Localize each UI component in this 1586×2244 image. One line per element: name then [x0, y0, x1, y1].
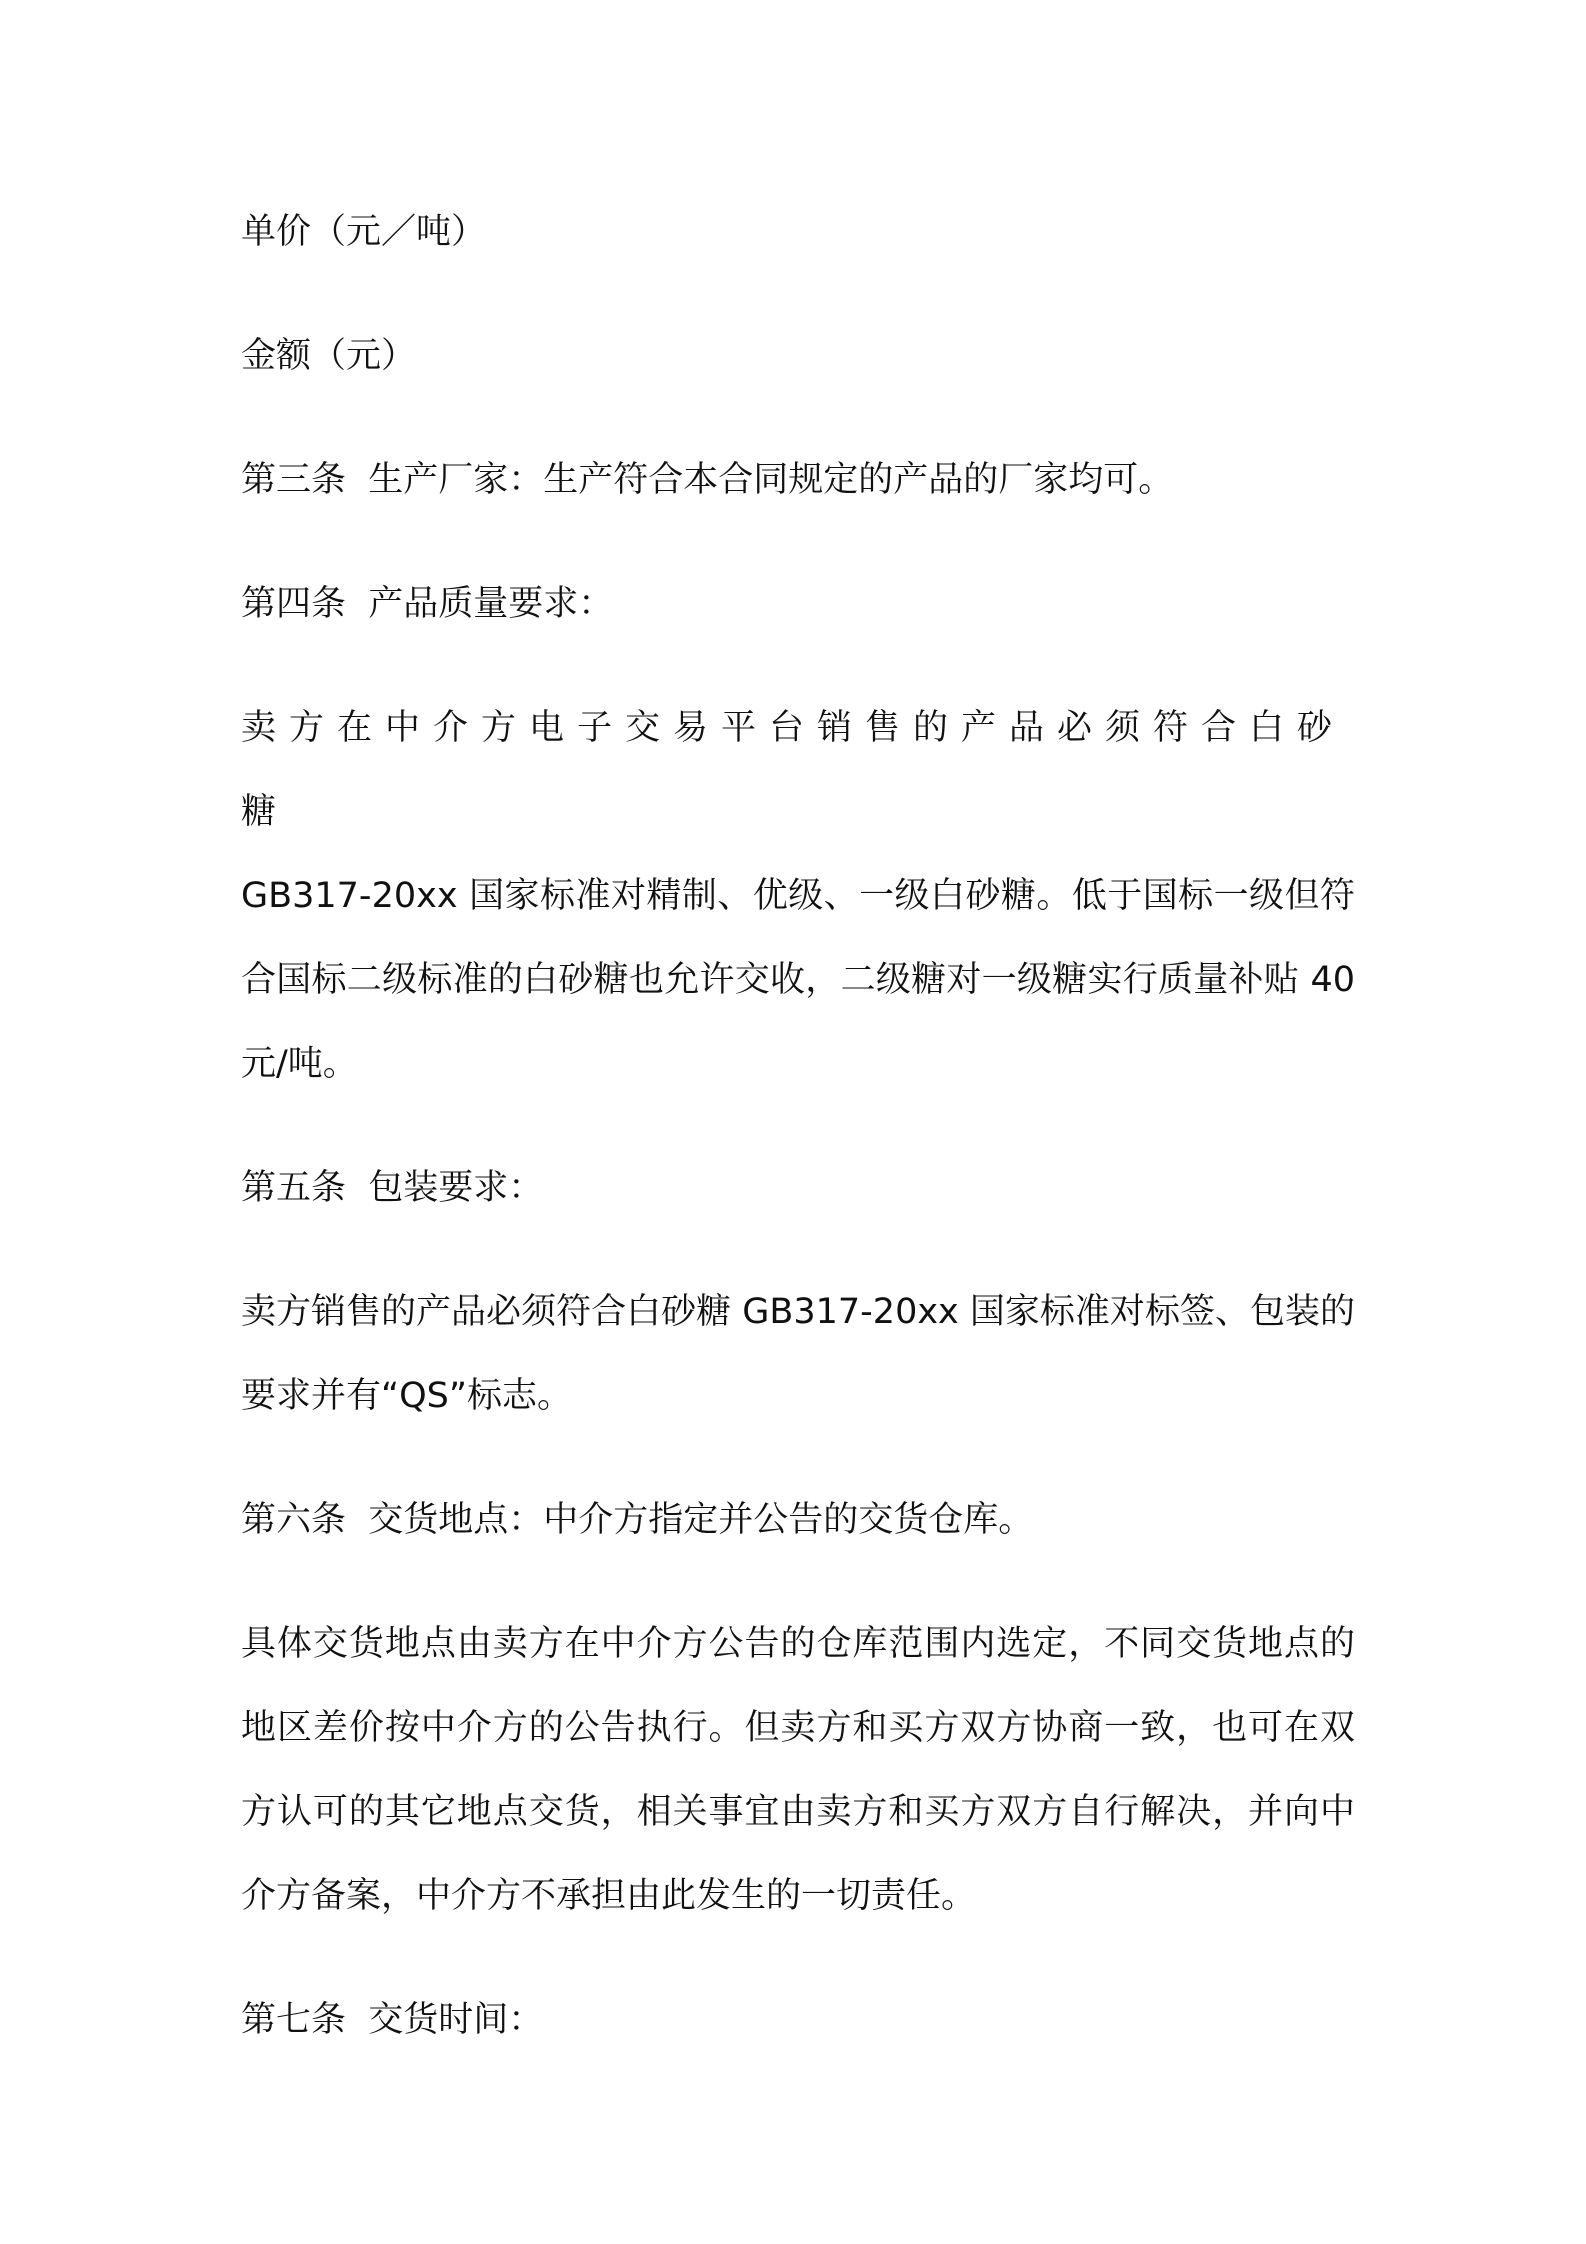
unit-price-line: 单价（元／吨） [241, 212, 487, 252]
article-3: 第三条 生产厂家：生产符合本合同规定的产品的厂家均可。 [241, 460, 1174, 500]
article-4-paragraph-line-1: 卖方在中介方电子交易平台销售的产品必须符合白砂糖 [241, 708, 1346, 832]
article-6-paragraph: 具体交货地点由卖方在中介方公告的仓库范围内选定，不同交货地点的地区差价按中介方的公告执行。但卖方和买方双方协商一致，也可在双方认可的其它地点交货，相关事宜由卖方和买方双方自行解决，并向中介方备案，中介方不承担由此发生的一切责任。 [241, 1624, 1355, 1916]
article-5-heading: 第五条 包装要求： [241, 1168, 544, 1208]
article-4-paragraph-rest: GB317-20xx 国家标准对精制、优级、一级白砂糖。低于国标一级但符合国标二级标准的白砂糖也允许交收，二级糖对一级糖实行质量补贴 40 元/吨。 [241, 876, 1355, 1084]
article-6-heading: 第六条 交货地点：中介方指定并公告的交货仓库。 [241, 1500, 1034, 1540]
article-4-paragraph [241, 686, 1355, 1106]
article-4-heading: 第四条 产品质量要求： [241, 584, 614, 624]
article-7-heading: 第七条 交货时间： [241, 2000, 544, 2040]
document-body [241, 190, 1355, 2102]
amount-line: 金额（元） [241, 336, 417, 376]
article-5-paragraph: 卖方销售的产品必须符合白砂糖 GB317-20xx 国家标准对标签、包装的要求并有“QS”标志。 [241, 1292, 1355, 1416]
